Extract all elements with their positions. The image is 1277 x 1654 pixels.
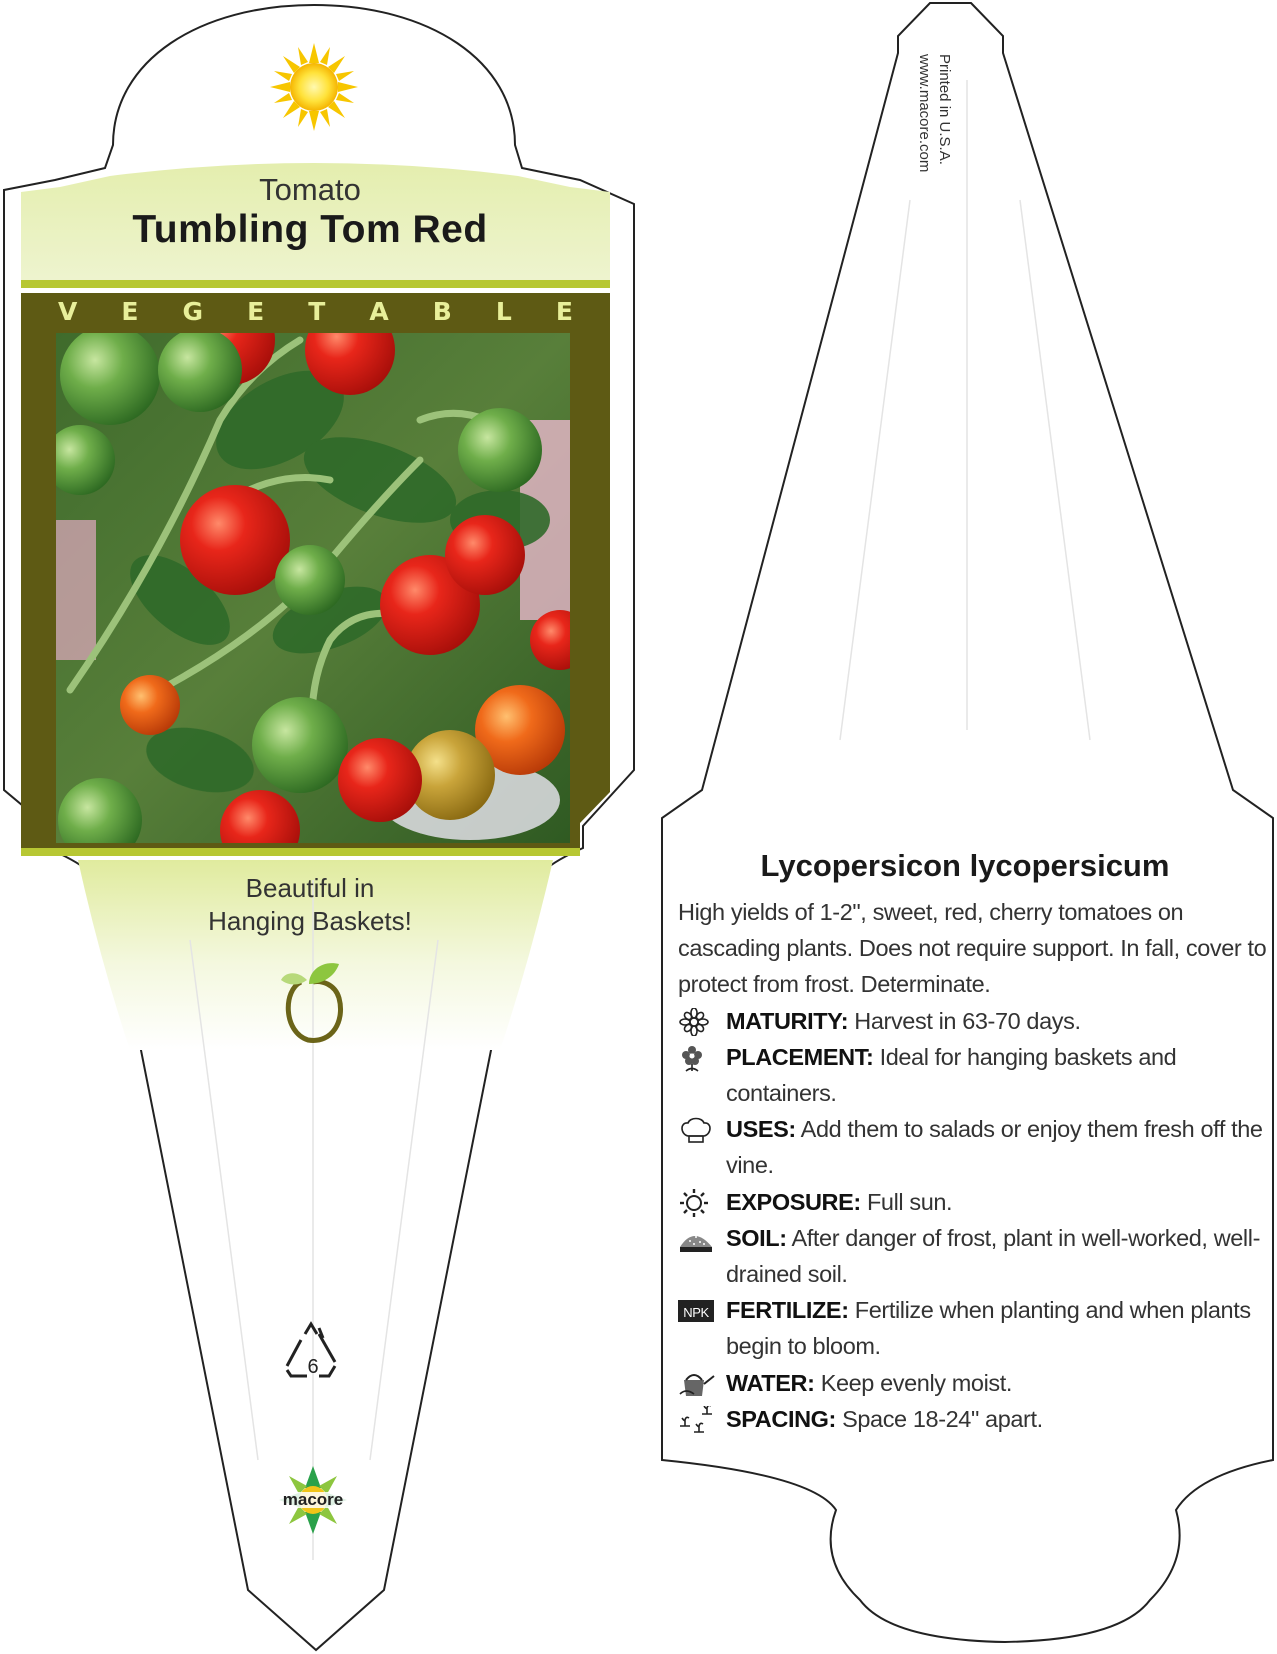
brand-name: macore [282, 1490, 344, 1509]
category-letter: L [495, 297, 512, 326]
water-label: WATER: [726, 1369, 815, 1396]
npk-icon-text: NPK [683, 1305, 709, 1321]
tagline-line: Hanging Baskets! [208, 906, 412, 936]
exposure-label: EXPOSURE: [726, 1188, 861, 1215]
category-letter: T [308, 297, 326, 326]
common-name: Tomato [259, 172, 361, 207]
exposure-text: Full sun. [866, 1188, 953, 1215]
fertilize-text: Fertilize when planting and when plants begin to bloom. [726, 1297, 1251, 1360]
placement-text: Ideal for hanging baskets and containers. [726, 1043, 1177, 1107]
tomato-plant-photo [45, 295, 590, 870]
watering-can-icon [678, 1370, 718, 1398]
soil-text: After danger of frost, plant in well-worked, well-drained soil. [726, 1224, 1261, 1288]
printed-line: Printed in U.S.A. [936, 54, 953, 165]
placement-row [678, 1039, 1268, 1111]
category-letter: E [121, 297, 139, 326]
maturity-text: Harvest in 63-70 days. [854, 1007, 1081, 1034]
water-text: Keep evenly moist. [820, 1369, 1013, 1396]
uses-row [678, 1111, 1268, 1183]
botanical-name: Lycopersicon lycopersicum [760, 848, 1170, 883]
uses-label: USES: [726, 1116, 796, 1143]
category-letter: A [369, 297, 389, 326]
sun-exposure-icon [678, 1189, 718, 1217]
chef-hat-icon [678, 1116, 718, 1144]
placement-flower-icon [678, 1044, 718, 1072]
npk-icon [678, 1297, 718, 1325]
flower-icon [678, 1008, 718, 1036]
maturity-label: MATURITY: [726, 1007, 849, 1034]
fertilize-label: FERTILIZE: [726, 1297, 849, 1324]
spacing-text: Space 18-24" apart. [842, 1405, 1043, 1432]
placement-label: PLACEMENT: [726, 1043, 874, 1070]
variety-name: Tumbling Tom Red [132, 208, 488, 251]
soil-label: SOIL: [726, 1224, 787, 1251]
description: High yields of 1-2", sweet, red, cherry tomatoes on cascading plants. Does not require support. In fall, cover to protect from frost. Determinate. [678, 899, 1267, 998]
printed-info [916, 54, 954, 224]
tagline [140, 872, 480, 938]
category-label [58, 297, 573, 327]
category-letter: G [182, 297, 204, 326]
category-letter: E [247, 297, 265, 326]
category-letter: V [58, 297, 78, 326]
exposure-row [678, 1184, 1268, 1220]
uses-text: Add them to salads or enjoy them fresh off the vine. [726, 1116, 1263, 1179]
website: www.macore.com [916, 54, 933, 173]
spacing-row [678, 1401, 1268, 1437]
care-instructions [678, 894, 1268, 1437]
water-row [678, 1365, 1268, 1401]
seedling-spacing-icon [678, 1406, 718, 1434]
sun-icon [270, 43, 358, 131]
maturity-row [678, 1003, 1268, 1039]
category-letter: E [555, 297, 573, 326]
soil-icon [678, 1225, 718, 1253]
recycle-number: 6 [307, 1356, 319, 1378]
category-letter: B [432, 297, 452, 326]
tagline-line: Beautiful in [245, 873, 375, 903]
spacing-label: SPACING: [726, 1405, 836, 1432]
fertilize-row [678, 1292, 1268, 1364]
soil-row [678, 1220, 1268, 1292]
